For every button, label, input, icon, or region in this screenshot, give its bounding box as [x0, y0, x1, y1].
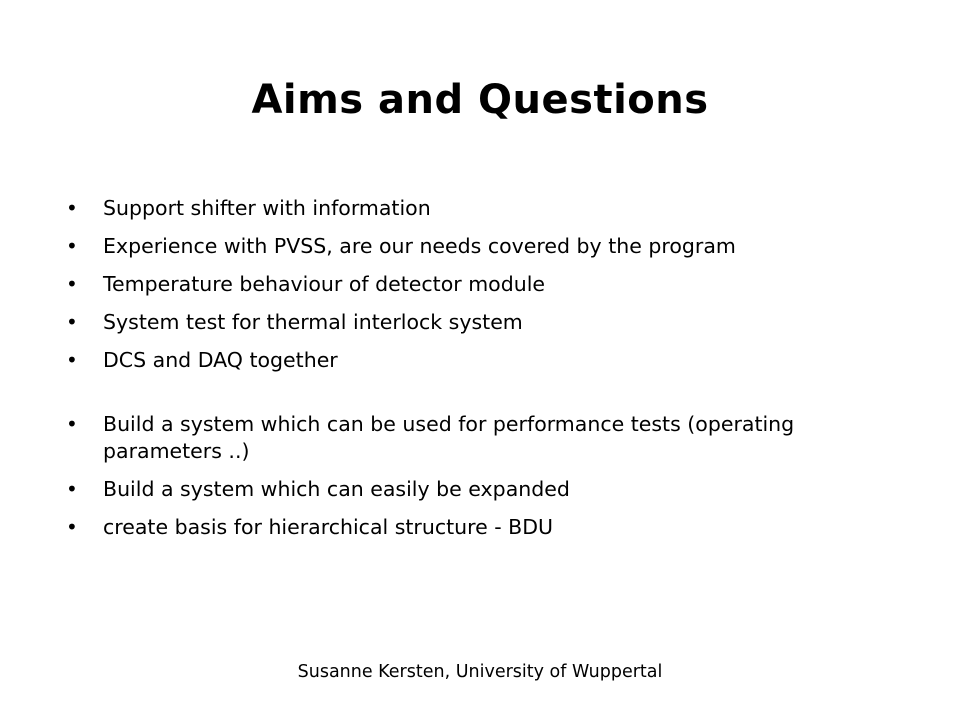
slide-title: Aims and Questions — [251, 77, 709, 123]
slide-footer: Susanne Kersten, University of Wuppertal — [297, 662, 663, 682]
bullet-point: • — [66, 412, 78, 436]
bullet-point: • — [66, 348, 78, 372]
list-item — [66, 233, 906, 260]
list-item — [66, 476, 906, 503]
list-item — [66, 309, 906, 336]
bullet-text: Build a system which can be used for performance tests (operating parameters ..) — [103, 412, 795, 463]
bullet-text: Experience with PVSS, are our needs covered by the program — [103, 234, 736, 258]
bullet-text: DCS and DAQ together — [103, 348, 338, 372]
bullet-point: • — [66, 234, 78, 258]
bullet-list — [66, 195, 906, 552]
list-item — [66, 271, 906, 298]
bullet-text: Temperature behaviour of detector module — [103, 272, 546, 296]
list-item — [66, 195, 906, 222]
bullet-point: • — [66, 272, 78, 296]
bullet-point: • — [66, 477, 78, 501]
bullet-text: System test for thermal interlock system — [103, 310, 523, 334]
list-item — [66, 514, 906, 541]
bullet-point: • — [66, 196, 78, 220]
bullet-text: Build a system which can easily be expanded — [103, 477, 570, 501]
list-item — [66, 347, 906, 374]
list-item — [66, 411, 906, 465]
bullet-point: • — [66, 515, 78, 539]
bullet-text: create basis for hierarchical structure - BDU — [103, 515, 554, 539]
bullet-text: Support shifter with information — [103, 196, 431, 220]
bullet-point: • — [66, 310, 78, 334]
